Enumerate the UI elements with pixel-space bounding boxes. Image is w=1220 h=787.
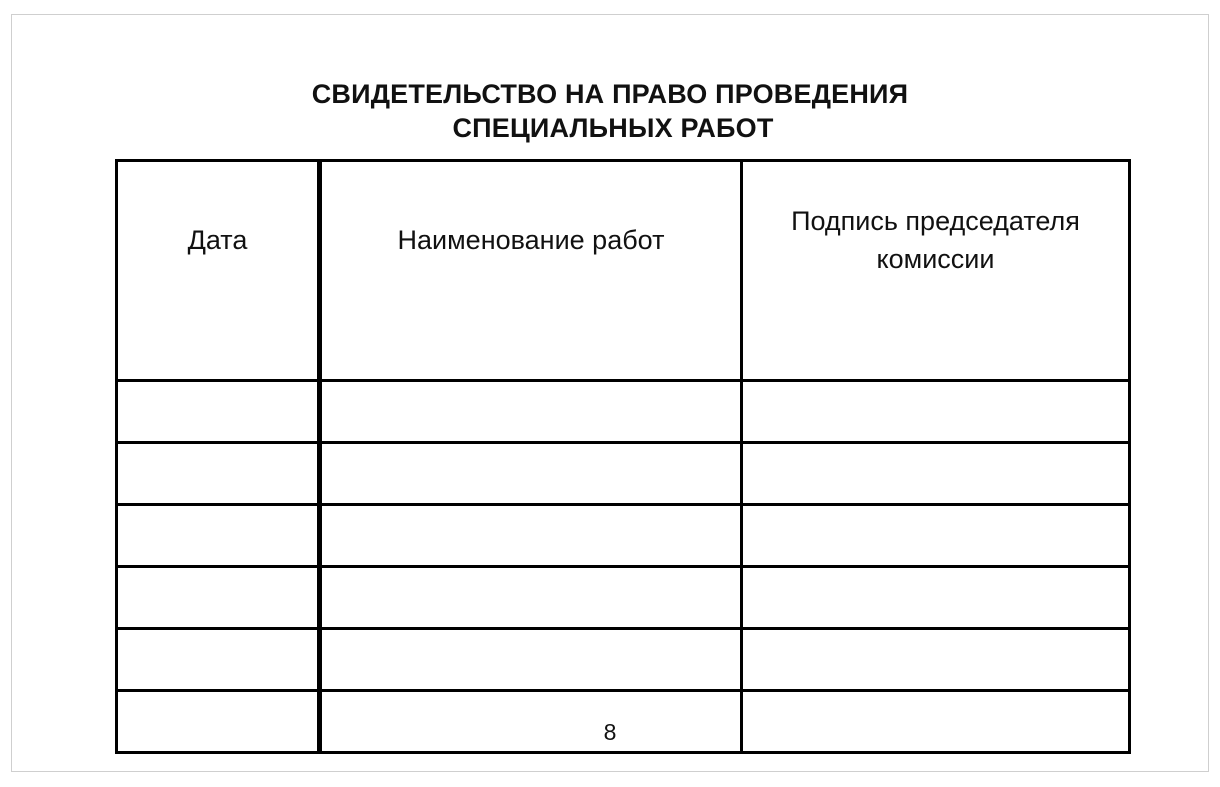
header-date-label: Дата: [187, 225, 248, 255]
table-row: [117, 443, 1130, 505]
cell-date[interactable]: [117, 567, 320, 629]
table-header-row: [117, 161, 1130, 381]
cell-signature[interactable]: [742, 567, 1130, 629]
title-line-1: СВИДЕТЕЛЬСТВО НА ПРАВО ПРОВЕДЕНИЯ: [311, 79, 909, 109]
header-signature-label-2: комиссии: [876, 244, 995, 274]
cell-works[interactable]: [320, 567, 742, 629]
header-signature: [742, 161, 1130, 381]
header-works-label: Наименование работ: [397, 225, 665, 255]
cell-works[interactable]: [320, 629, 742, 691]
table-body: [117, 381, 1130, 753]
cell-date[interactable]: [117, 629, 320, 691]
title-line-2: СПЕЦИАЛЬНЫХ РАБОТ: [452, 113, 774, 143]
document-title: [0, 77, 1220, 145]
cell-signature[interactable]: [742, 443, 1130, 505]
works-table: [115, 159, 1131, 754]
table-row: [117, 629, 1130, 691]
cell-date[interactable]: [117, 505, 320, 567]
cell-works[interactable]: [320, 381, 742, 443]
header-works: [320, 161, 742, 381]
table-row: [117, 381, 1130, 443]
header-date: [117, 161, 320, 381]
cell-signature[interactable]: [742, 505, 1130, 567]
page-number: 8: [603, 719, 617, 745]
cell-works[interactable]: [320, 443, 742, 505]
cell-works[interactable]: [320, 505, 742, 567]
table-row: [117, 505, 1130, 567]
cell-signature[interactable]: [742, 629, 1130, 691]
cell-date[interactable]: [117, 443, 320, 505]
cell-date[interactable]: [117, 381, 320, 443]
table-row: [117, 567, 1130, 629]
header-signature-label-1: Подпись председателя: [791, 206, 1080, 236]
cell-signature[interactable]: [742, 381, 1130, 443]
